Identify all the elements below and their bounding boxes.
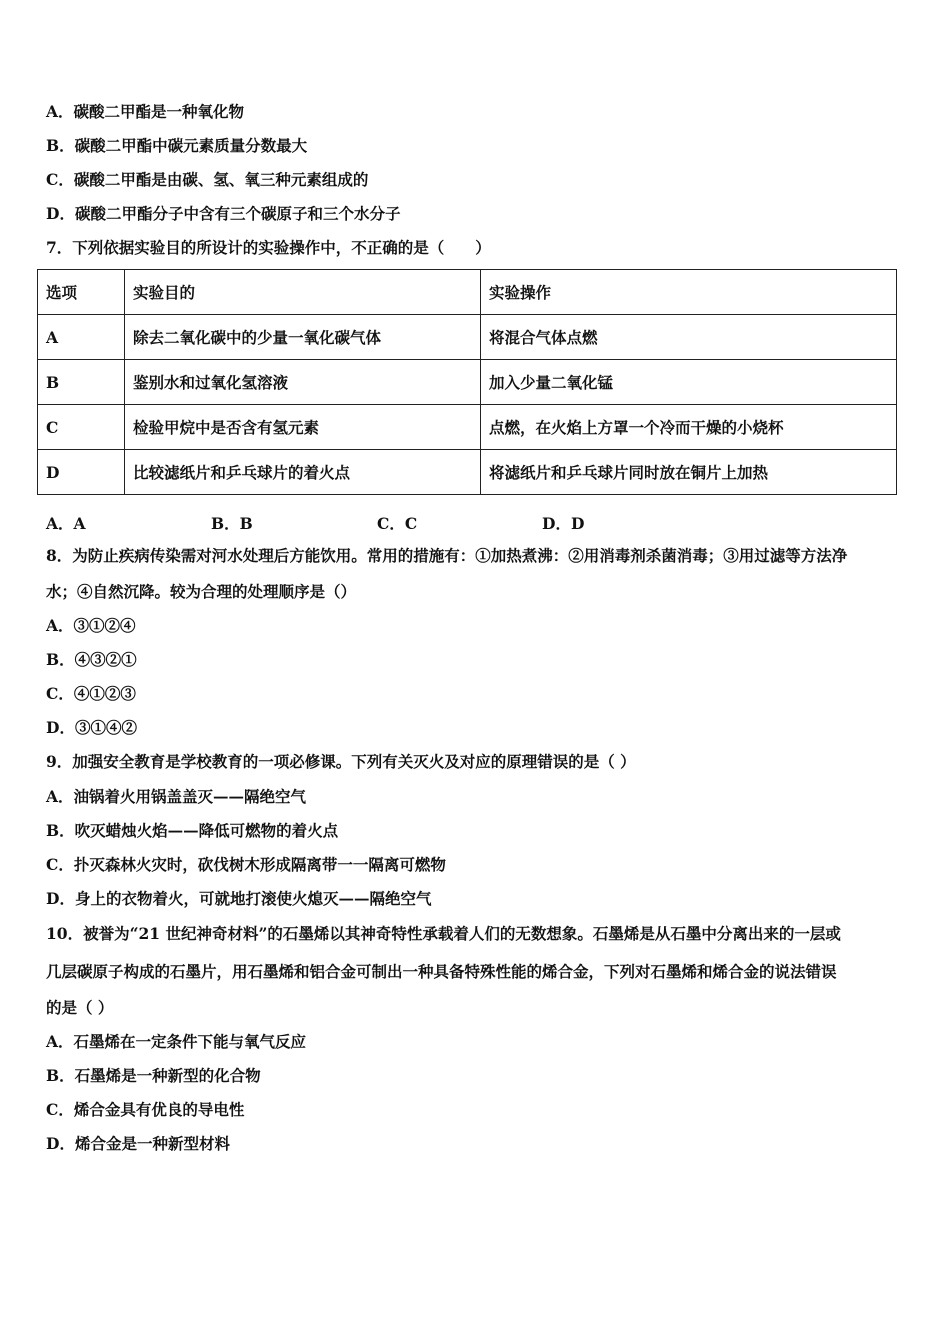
header-option: 选项 [38, 270, 125, 315]
table-cell: 将混合气体点燃 [481, 315, 897, 360]
table-cell: 鉴别水和过氧化氢溶液 [125, 360, 481, 405]
q8-stem-line1: 8．为防止疾病传染需对河水处理后方能饮用。常用的措施有：①加热煮沸：②用消毒剂杀菌消毒；③用过滤等方法净 [46, 546, 848, 565]
q6-option-b: B．碳酸二甲酯中碳元素质量分数最大 [46, 136, 308, 155]
q7-option-b: B．B [211, 514, 253, 533]
table-cell: 加入少量二氧化锰 [481, 360, 897, 405]
q7-table [37, 269, 897, 495]
table-row [38, 450, 897, 495]
q8-option-d: D．③①④② [46, 718, 137, 737]
table-cell: 比较滤纸片和乒乓球片的着火点 [125, 450, 481, 495]
table-cell: D [38, 450, 125, 495]
q9-stem: 9．加强安全教育是学校教育的一项必修课。下列有关灭火及对应的原理错误的是（ ） [46, 752, 636, 771]
q7-options [46, 512, 646, 532]
table-cell: 点燃，在火焰上方罩一个冷而干燥的小烧杯 [481, 405, 897, 450]
table-header-row [38, 270, 897, 315]
table-cell: B [38, 360, 125, 405]
q7-option-d: D．D [542, 514, 585, 533]
q10-option-b: B．石墨烯是一种新型的化合物 [46, 1066, 261, 1085]
table-cell: 检验甲烷中是否含有氢元素 [125, 405, 481, 450]
q7-option-a: A．A [46, 514, 86, 533]
table-row [38, 360, 897, 405]
table-cell: C [38, 405, 125, 450]
q7-option-c: C．C [377, 514, 418, 533]
table-cell: 将滤纸片和乒乓球片同时放在铜片上加热 [481, 450, 897, 495]
q10-stem-line2: 几层碳原子构成的石墨片，用石墨烯和铝合金可制出一种具备特殊性能的烯合金，下列对石墨烯和烯合金的说法错误 [46, 962, 837, 981]
header-operation: 实验操作 [481, 270, 897, 315]
q6-option-c: C．碳酸二甲酯是由碳、氢、氧三种元素组成的 [46, 170, 369, 189]
q10-stem-line3: 的是（ ） [46, 998, 114, 1017]
q8-option-c: C．④①②③ [46, 684, 136, 703]
q8-option-b: B．④③②① [46, 650, 137, 669]
table-row [38, 315, 897, 360]
q8-stem-line2: 水；④自然沉降。较为合理的处理顺序是（） [46, 582, 357, 601]
header-purpose: 实验目的 [125, 270, 481, 315]
q9-option-b: B．吹灭蜡烛火焰——降低可燃物的着火点 [46, 821, 339, 840]
q10-option-a: A．石墨烯在一定条件下能与氧气反应 [46, 1032, 307, 1051]
q6-option-d: D．碳酸二甲酯分子中含有三个碳原子和三个水分子 [46, 204, 401, 223]
q10-option-d: D．烯合金是一种新型材料 [46, 1134, 230, 1153]
q9-option-c: C．扑灭森林火灾时，砍伐树木形成隔离带一一隔离可燃物 [46, 855, 446, 874]
q10-option-c: C．烯合金具有优良的导电性 [46, 1100, 245, 1119]
q9-option-a: A．油锅着火用锅盖盖灭——隔绝空气 [46, 787, 307, 806]
q10-stem-line1: 10．被誉为“21 世纪神奇材料”的石墨烯以其神奇特性承载着人们的无数想象。石墨烯是从石墨中分离出来的一层或 [46, 924, 841, 943]
q9-option-d: D．身上的衣物着火，可就地打滚使火熄灭——隔绝空气 [46, 889, 432, 908]
q8-option-a: A．③①②④ [46, 616, 136, 635]
q7-stem: 7．下列依据实验目的所设计的实验操作中，不正确的是（ ） [46, 238, 491, 257]
q6-option-a: A．碳酸二甲酯是一种氧化物 [46, 102, 245, 121]
table-cell: A [38, 315, 125, 360]
table-row [38, 405, 897, 450]
table-cell: 除去二氧化碳中的少量一氧化碳气体 [125, 315, 481, 360]
